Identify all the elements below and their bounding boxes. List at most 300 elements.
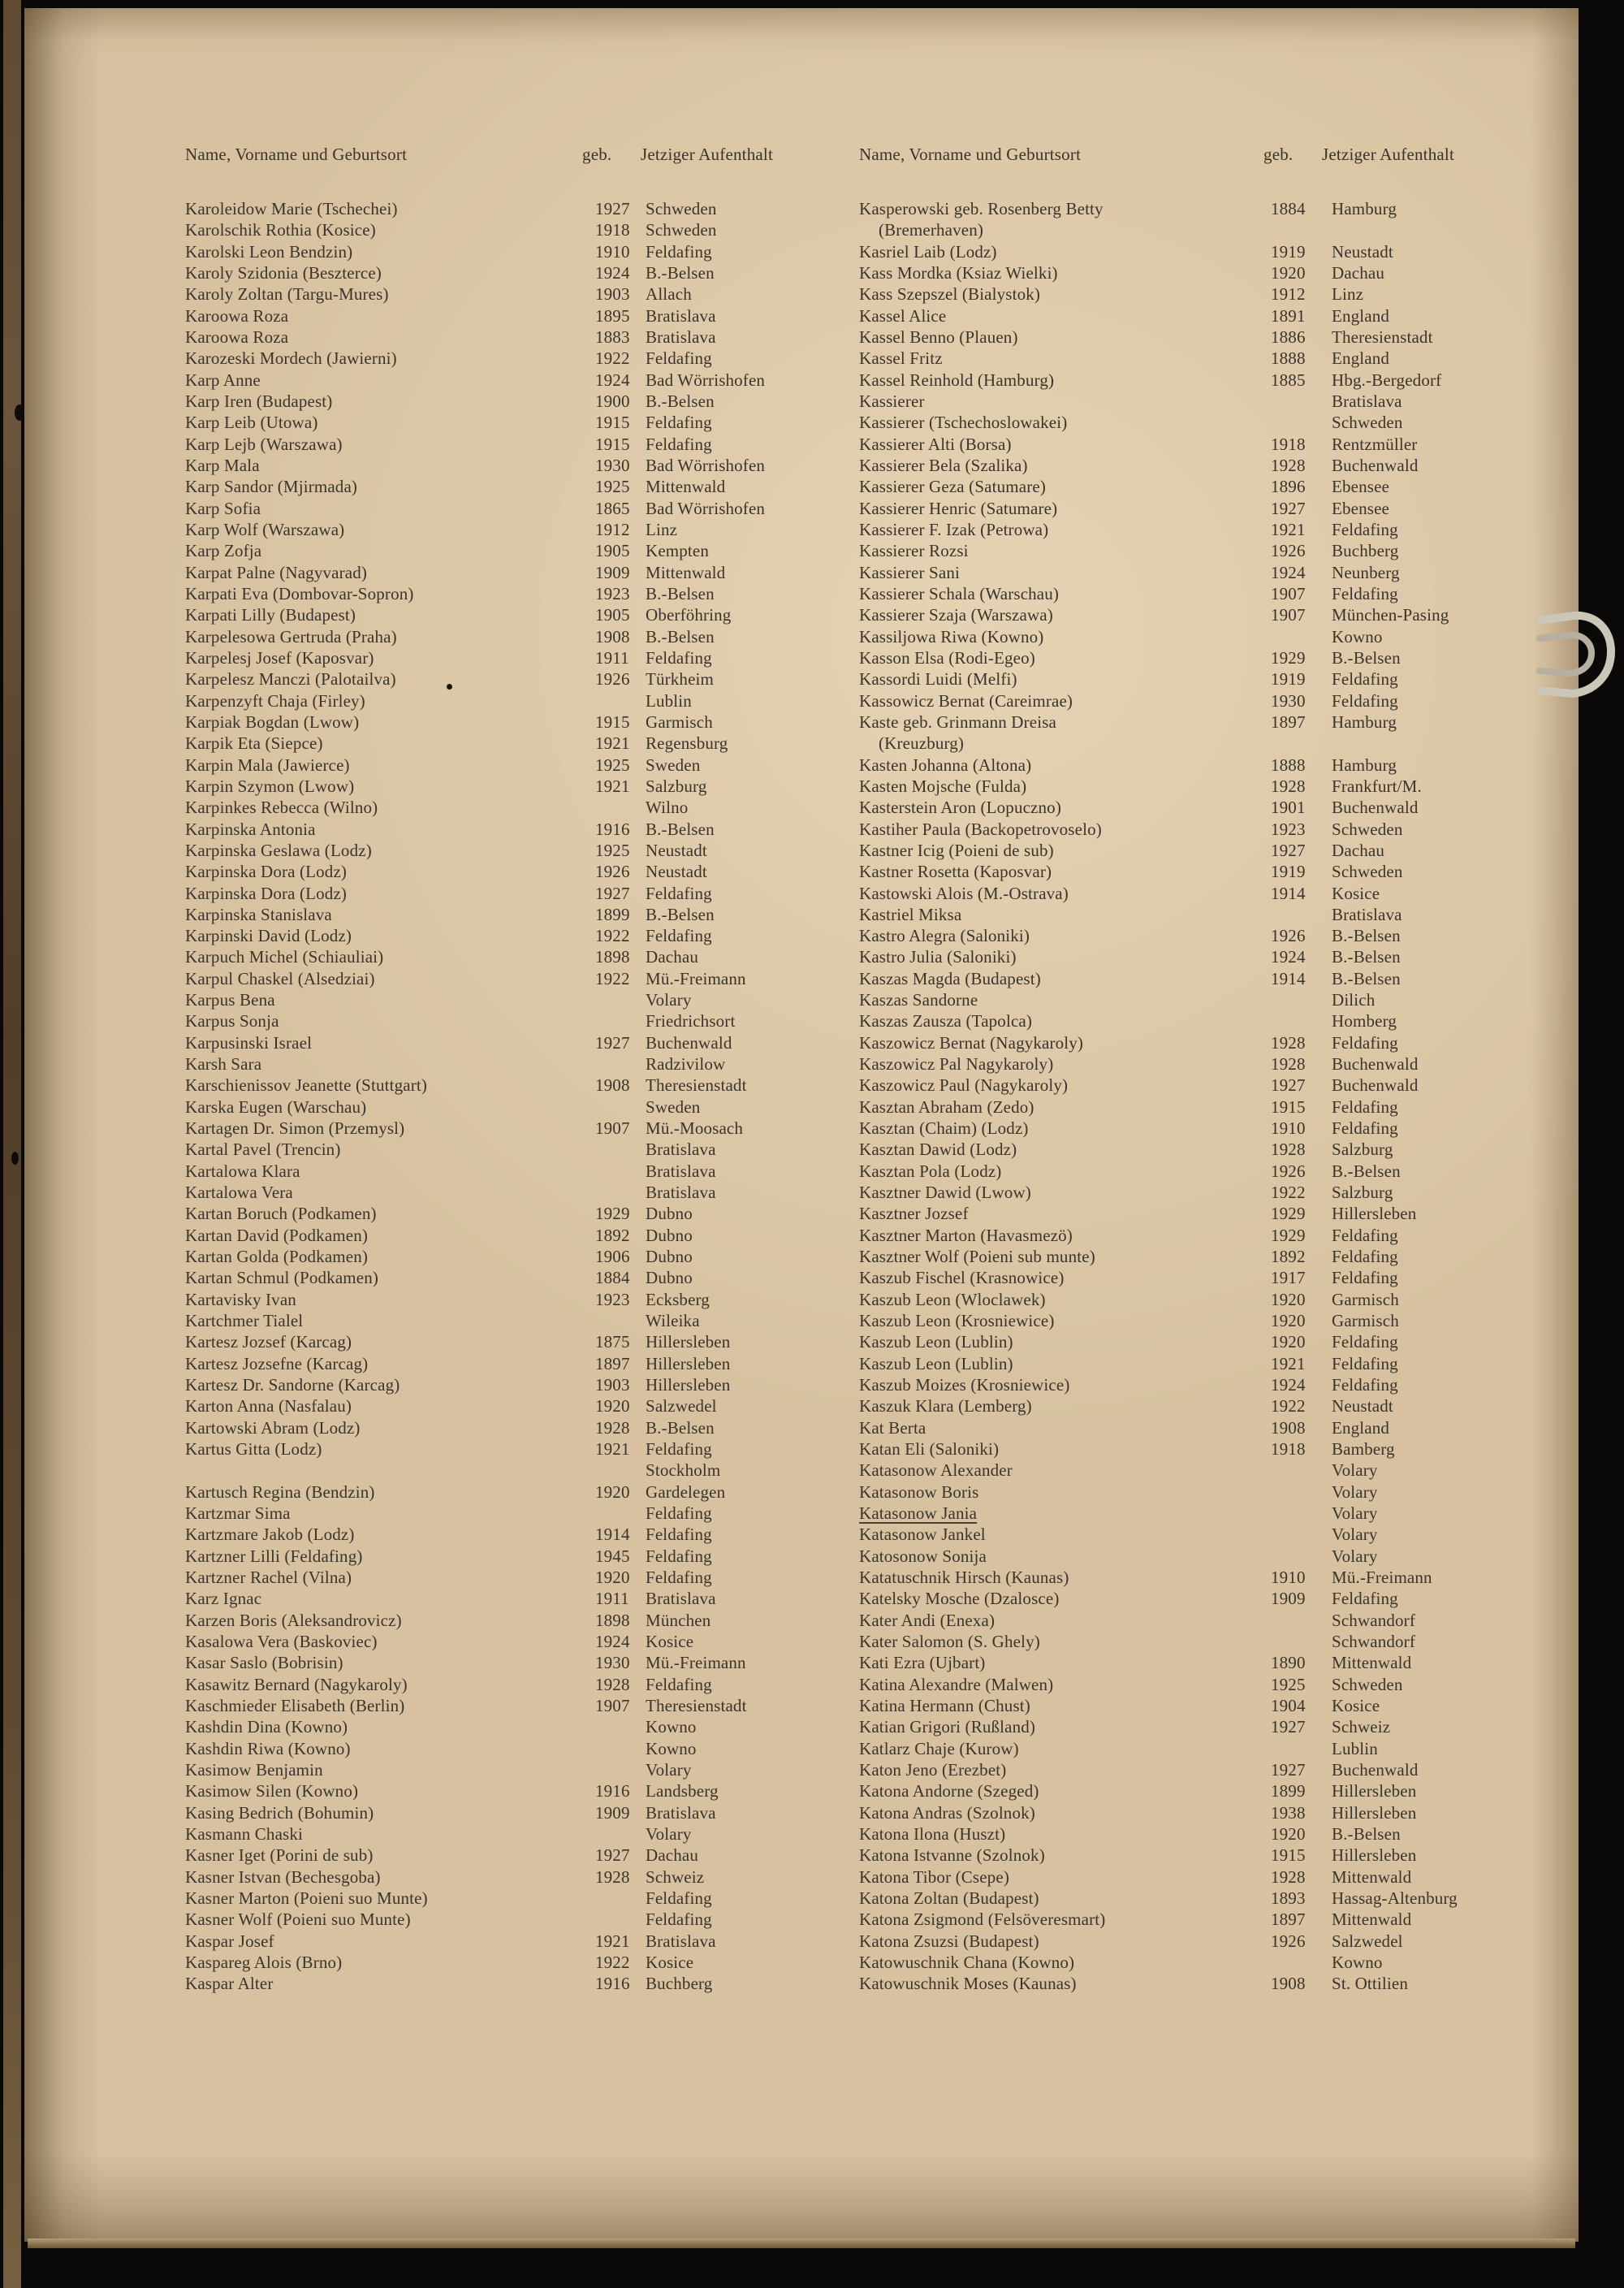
person-name: Kassierer Schala (Warschau) — [859, 583, 1060, 603]
table-row — [185, 583, 809, 604]
birth-year: 1922 — [595, 348, 630, 369]
table-row — [859, 1888, 1545, 1909]
person-name: Kartowski Abram (Lodz) — [185, 1417, 361, 1438]
column-header-residence: Jetziger Aufenthalt — [1322, 145, 1454, 164]
person-name: Kartan Golda (Podkamen) — [185, 1247, 369, 1267]
table-row — [185, 1888, 809, 1909]
table-row — [859, 626, 1545, 647]
table-row — [859, 946, 1545, 967]
residence: Buchenwald — [1332, 455, 1419, 475]
birth-year: 1892 — [595, 1225, 630, 1245]
person-name: Kartusch Regina (Bendzin) — [185, 1481, 375, 1502]
table-row — [185, 647, 809, 668]
residence: Lublin — [646, 690, 692, 711]
person-name: Kartan David (Podkamen) — [185, 1225, 369, 1245]
residence: Dachau — [646, 947, 699, 967]
birth-year: 1917 — [1271, 1268, 1306, 1288]
birth-year: 1891 — [1271, 305, 1306, 326]
person-name: Kastiher Paula (Backopetrovoselo) — [859, 819, 1102, 839]
residence: Schweden — [1332, 1674, 1403, 1694]
residence: Schwandorf — [1332, 1610, 1415, 1630]
person-name: Katona Tibor (Csepe) — [859, 1866, 1009, 1887]
birth-year: 1875 — [595, 1332, 630, 1352]
table-row — [859, 1652, 1545, 1673]
person-name: Katasonow Jania — [859, 1503, 978, 1524]
person-name: Karolschik Rothia (Kosice) — [185, 220, 376, 240]
person-name: Karz Ignac — [185, 1589, 262, 1609]
residence: Salzburg — [646, 776, 707, 796]
birth-year: 1928 — [1271, 455, 1306, 475]
person-name: Kassel Fritz — [859, 348, 943, 369]
table-row — [859, 883, 1545, 904]
table-row — [185, 219, 809, 240]
table-row — [859, 1053, 1545, 1075]
birth-year — [1271, 733, 1332, 754]
table-row — [859, 1032, 1545, 1053]
table-row — [185, 1010, 809, 1032]
birth-year: 1914 — [1271, 883, 1306, 903]
table-row — [185, 668, 809, 690]
column-header-name: Name, Vorname und Geburtsort — [185, 145, 408, 164]
residence: Kosice — [646, 1952, 694, 1972]
residence: B.-Belsen — [1332, 647, 1401, 668]
table-row — [859, 241, 1545, 262]
person-name: Kaszas Magda (Budapest) — [859, 968, 1041, 988]
table-row — [859, 391, 1545, 412]
table-row — [859, 776, 1545, 797]
residence: Theresienstadt — [646, 1075, 747, 1096]
residence: Feldafing — [646, 241, 712, 262]
residence: Homberg — [1332, 1011, 1397, 1032]
person-name: Kasztner Marton (Havasmezö) — [859, 1225, 1073, 1245]
birth-year — [1271, 1010, 1332, 1032]
table-row — [185, 1610, 809, 1631]
residence: Hillersleben — [1332, 1845, 1417, 1866]
residence: Feldafing — [646, 1503, 712, 1524]
birth-year: 1909 — [595, 562, 630, 582]
residence: Kempten — [646, 541, 710, 561]
birth-year — [1271, 1546, 1332, 1567]
table-row — [185, 626, 809, 647]
birth-year — [595, 797, 646, 818]
birth-year: 1928 — [595, 1674, 630, 1694]
residence: B.-Belsen — [1332, 968, 1401, 988]
birth-year — [1271, 1610, 1332, 1631]
birth-year: 1926 — [1271, 1161, 1306, 1181]
birth-year: 1905 — [595, 605, 630, 625]
person-name: Kasztan Abraham (Zedo) — [859, 1096, 1034, 1117]
person-name: Karsh Sara — [185, 1054, 262, 1075]
birth-year: 1928 — [595, 1866, 630, 1887]
person-name: Karp Zofja — [185, 541, 262, 561]
birth-year: 1926 — [1271, 541, 1306, 561]
residence: Hillersleben — [1332, 1802, 1417, 1823]
birth-year — [1271, 626, 1332, 647]
birth-year — [1271, 1460, 1332, 1481]
residence: Bratislava — [646, 1183, 716, 1203]
birth-year: 1924 — [1271, 947, 1306, 967]
residence: München-Pasing — [1332, 605, 1449, 625]
birth-year: 1923 — [595, 1289, 630, 1309]
birth-year: 1903 — [595, 1375, 630, 1395]
table-row — [185, 1395, 809, 1416]
residence: B.-Belsen — [646, 819, 715, 839]
birth-year: 1915 — [595, 413, 630, 433]
person-name: Katona Ilona (Huszt) — [859, 1823, 1006, 1844]
person-name: Katona Zsuzsi (Budapest) — [859, 1931, 1039, 1951]
person-name: Kassierer — [859, 391, 925, 411]
table-row — [185, 519, 809, 540]
person-name: Kaspareg Alois (Brno) — [185, 1952, 343, 1972]
residence: Volary — [646, 1759, 692, 1780]
person-name: Karpuch Michel (Schiauliai) — [185, 947, 384, 967]
person-name: Kaschmieder Elisabeth (Berlin) — [185, 1695, 405, 1715]
residence: Sweden — [646, 1096, 701, 1117]
person-name: Karpus Sonja — [185, 1011, 279, 1032]
person-name: Karp Anne — [185, 370, 261, 390]
birth-year: 1916 — [595, 819, 630, 839]
person-name: Karpati Eva (Dombovar-Sopron) — [185, 583, 414, 603]
birth-year — [1271, 391, 1332, 412]
birth-year: 1908 — [595, 626, 630, 647]
residence: Mittenwald — [646, 477, 726, 497]
table-row — [859, 1909, 1545, 1930]
birth-year: 1920 — [1271, 1289, 1306, 1309]
person-name: (Bremerhaven) — [879, 220, 984, 240]
table-row — [185, 455, 809, 476]
person-name: Katatuschnik Hirsch (Kaunas) — [859, 1568, 1069, 1587]
residence: Neunberg — [1332, 562, 1400, 582]
birth-year: 1927 — [595, 199, 630, 218]
birth-year — [1271, 989, 1332, 1010]
table-row — [859, 1118, 1545, 1139]
birth-year: 1926 — [1271, 1931, 1306, 1951]
residence: Feldafing — [1332, 1332, 1398, 1352]
birth-year: 1920 — [595, 1396, 630, 1416]
residence: Buchenwald — [1332, 798, 1419, 818]
residence: Allach — [646, 284, 692, 305]
name-list-column-left — [185, 198, 809, 1995]
birth-year: 1926 — [1271, 926, 1306, 946]
residence: B.-Belsen — [1332, 1823, 1401, 1844]
birth-year: 1920 — [1271, 1311, 1306, 1331]
residence: Buchenwald — [1332, 1075, 1419, 1096]
person-name: Katian Grigori (Rußland) — [859, 1717, 1036, 1737]
table-row — [185, 198, 809, 219]
residence: Dachau — [1332, 262, 1385, 283]
person-name: Kartzner Rachel (Vilna) — [185, 1568, 352, 1587]
residence: England — [1332, 305, 1390, 326]
person-name: Kasztner Wolf (Poieni sub munte) — [859, 1247, 1095, 1267]
person-name: Karpelesj Josef (Kaposvar) — [185, 647, 374, 668]
residence: Bratislava — [646, 1140, 716, 1160]
book-edge — [3, 0, 21, 2288]
residence: Kowno — [1332, 626, 1383, 647]
table-row — [859, 348, 1545, 369]
residence: Kowno — [1332, 1952, 1383, 1972]
table-row — [185, 755, 809, 776]
birth-year: 1910 — [1271, 1118, 1306, 1139]
table-row — [185, 1032, 809, 1053]
residence: Feldafing — [646, 348, 712, 369]
person-name: Karschienissov Jeanette (Stuttgart) — [185, 1075, 427, 1096]
birth-year: 1915 — [595, 434, 630, 454]
table-row — [859, 198, 1545, 219]
table-row — [185, 1118, 809, 1139]
table-row — [859, 1075, 1545, 1096]
birth-year: 1909 — [595, 1802, 630, 1823]
residence: England — [1332, 348, 1390, 369]
table-row — [185, 1075, 809, 1096]
residence: Feldafing — [1332, 1353, 1398, 1373]
birth-year: 1890 — [1271, 1653, 1306, 1673]
table-row — [185, 1802, 809, 1823]
person-name: Kassierer Szaja (Warszawa) — [859, 605, 1053, 625]
residence: Feldafing — [1332, 1375, 1398, 1395]
table-row — [185, 1780, 809, 1801]
birth-year: 1938 — [1271, 1802, 1306, 1823]
birth-year: 1904 — [1271, 1695, 1306, 1715]
table-row — [185, 1374, 809, 1395]
table-row — [859, 305, 1545, 327]
birth-year: 1914 — [1271, 968, 1306, 988]
residence: Feldafing — [1332, 1032, 1398, 1053]
person-name: Karp Wolf (Warszawa) — [185, 519, 345, 539]
residence: B.-Belsen — [1332, 947, 1401, 967]
residence: Mittenwald — [1332, 1653, 1412, 1673]
birth-year — [1271, 412, 1332, 433]
birth-year: 1920 — [595, 1568, 630, 1587]
table-row — [185, 1161, 809, 1182]
table-row — [185, 1524, 809, 1545]
person-name: Kartan Boruch (Podkamen) — [185, 1204, 377, 1224]
residence: Volary — [1332, 1481, 1378, 1502]
residence: Friedrichsort — [646, 1011, 736, 1032]
residence: Feldafing — [1332, 1225, 1398, 1245]
table-row — [185, 1759, 809, 1780]
table-row — [859, 1438, 1545, 1460]
birth-year: 1922 — [595, 926, 630, 946]
person-name: Kartzmare Jakob (Lodz) — [185, 1525, 355, 1545]
residence: Mü.-Freimann — [646, 968, 746, 988]
person-name: Kartus Gitta (Lodz) — [185, 1439, 322, 1460]
birth-year: 1895 — [595, 305, 630, 326]
person-name: Katlarz Chaje (Kurow) — [859, 1738, 1019, 1758]
person-name: Kasner Marton (Poieni suo Munte) — [185, 1888, 428, 1908]
residence: Bad Wörrishofen — [646, 498, 766, 518]
birth-year — [595, 1010, 646, 1032]
table-row — [185, 562, 809, 583]
person-name: Kasson Elsa (Rodi-Egeo) — [859, 647, 1035, 668]
table-row — [185, 434, 809, 455]
table-row — [185, 989, 809, 1010]
person-name: Kaspar Josef — [185, 1931, 274, 1951]
person-name: Kassierer Sani — [859, 562, 960, 582]
table-row — [859, 219, 1545, 240]
person-name: Katan Eli (Saloniki) — [859, 1439, 1000, 1460]
table-row — [185, 1096, 809, 1118]
birth-year — [1271, 1503, 1332, 1524]
birth-year: 1922 — [1271, 1396, 1306, 1416]
residence: Volary — [1332, 1546, 1378, 1566]
residence: Feldafing — [646, 434, 712, 454]
table-row — [185, 1053, 809, 1075]
table-row — [859, 1610, 1545, 1631]
table-row — [185, 1182, 809, 1203]
table-row — [859, 690, 1545, 711]
person-name: Karpin Szymon (Lwow) — [185, 776, 355, 796]
birth-year: 1919 — [1271, 862, 1306, 882]
person-name: Kasalowa Vera (Baskoviec) — [185, 1631, 378, 1651]
birth-year: 1924 — [595, 1631, 630, 1651]
person-name: Karp Lejb (Warszawa) — [185, 434, 343, 454]
residence: Kowno — [646, 1738, 697, 1758]
birth-year — [1271, 1524, 1332, 1545]
residence: Feldafing — [646, 1888, 712, 1908]
birth-year: 1915 — [1271, 1096, 1306, 1117]
birth-year: 1915 — [1271, 1845, 1306, 1866]
residence: Feldafing — [1332, 1096, 1398, 1117]
birth-year — [1271, 1952, 1332, 1973]
birth-year: 1911 — [595, 1589, 629, 1609]
residence: Bamberg — [1332, 1439, 1395, 1460]
table-row — [859, 1374, 1545, 1395]
residence: Feldafing — [646, 1568, 712, 1587]
table-row — [859, 840, 1545, 861]
birth-year — [595, 1460, 646, 1481]
table-row — [859, 647, 1545, 668]
table-row — [859, 1246, 1545, 1267]
table-row — [185, 1203, 809, 1224]
residence: Schweiz — [1332, 1717, 1391, 1737]
table-row — [859, 755, 1545, 776]
person-name: Kasing Bedrich (Bohumin) — [185, 1802, 374, 1823]
birth-year — [595, 1161, 646, 1182]
person-name: Kater Salomon (S. Ghely) — [859, 1631, 1040, 1651]
table-row — [859, 540, 1545, 561]
person-name: Kater Andi (Enexa) — [859, 1610, 996, 1630]
table-row — [859, 1161, 1545, 1182]
person-name: Kasztner Jozsef — [859, 1204, 969, 1224]
person-name: Kasterstein Aron (Lopuczno) — [859, 798, 1061, 818]
person-name: Kaszas Zausza (Tapolca) — [859, 1011, 1033, 1032]
table-row — [859, 283, 1545, 305]
residence: Lublin — [1332, 1738, 1378, 1758]
table-row — [185, 1952, 809, 1973]
person-name: Kass Mordka (Ksiaz Wielki) — [859, 262, 1058, 283]
residence: Theresienstadt — [1332, 327, 1433, 347]
table-row — [859, 1674, 1545, 1695]
table-row — [859, 1952, 1545, 1973]
birth-year: 1865 — [595, 498, 630, 518]
person-name: Kassel Benno (Plauen) — [859, 327, 1018, 347]
residence: Garmisch — [1332, 1289, 1399, 1309]
table-row — [859, 1417, 1545, 1438]
person-name: Kartan Schmul (Podkamen) — [185, 1268, 379, 1288]
birth-year: 1907 — [1271, 583, 1306, 603]
residence: Volary — [1332, 1503, 1378, 1524]
person-name: Kassierer (Tschechoslowakei) — [859, 413, 1068, 433]
table-row — [859, 1738, 1545, 1759]
table-row — [185, 1567, 809, 1588]
birth-year: 1888 — [1271, 348, 1306, 369]
birth-year — [595, 1909, 646, 1930]
table-row — [859, 604, 1545, 625]
residence: Salzwedel — [1332, 1931, 1403, 1951]
residence: Gardelegen — [646, 1481, 726, 1502]
birth-year: 1915 — [595, 711, 630, 732]
person-name: Kartal Pavel (Trencin) — [185, 1140, 341, 1160]
table-row — [185, 1588, 809, 1609]
person-name: Kartesz Jozsef (Karcag) — [185, 1332, 352, 1352]
residence: Schweden — [1332, 413, 1403, 433]
person-name: Katona Istvanne (Szolnok) — [859, 1845, 1045, 1866]
table-row — [859, 1225, 1545, 1246]
table-row — [859, 1460, 1545, 1481]
person-name: Kastowski Alois (M.-Ostrava) — [859, 883, 1069, 903]
birth-year: 1903 — [595, 284, 630, 305]
person-name: Kasner Iget (Porini de sub) — [185, 1845, 374, 1866]
birth-year — [595, 1139, 646, 1160]
birth-year: 1918 — [1271, 1439, 1306, 1460]
table-row — [185, 327, 809, 348]
person-name: Kasawitz Bernard (Nagykaroly) — [185, 1674, 408, 1694]
table-row — [185, 1674, 809, 1695]
birth-year: 1919 — [1271, 241, 1306, 262]
residence: England — [1332, 1417, 1390, 1438]
birth-year: 1907 — [595, 1118, 630, 1139]
residence: Bad Wörrishofen — [646, 370, 766, 390]
birth-year: 1909 — [1271, 1589, 1306, 1609]
table-row — [859, 1310, 1545, 1331]
table-row — [185, 733, 809, 754]
table-row — [185, 1417, 809, 1438]
birth-year: 1916 — [595, 1781, 630, 1801]
table-row — [185, 1909, 809, 1930]
birth-year: 1925 — [595, 477, 630, 497]
birth-year: 1921 — [595, 1439, 630, 1460]
birth-year: 1921 — [595, 733, 630, 754]
birth-year: 1924 — [595, 262, 630, 283]
birth-year: 1912 — [1271, 284, 1306, 305]
residence: Stockholm — [646, 1460, 721, 1481]
person-name: Karpiak Bogdan (Lwow) — [185, 711, 360, 732]
person-name: Kasner Istvan (Bechesgoba) — [185, 1866, 381, 1887]
residence: Feldafing — [646, 926, 712, 946]
residence: Dubno — [646, 1268, 693, 1288]
table-row — [859, 925, 1545, 946]
residence: Feldafing — [646, 1910, 712, 1930]
person-name: Katina Alexandre (Malwen) — [859, 1674, 1054, 1694]
person-name: Karpenzyft Chaja (Firley) — [185, 690, 365, 711]
table-row — [185, 819, 809, 840]
table-row — [859, 455, 1545, 476]
table-row — [859, 434, 1545, 455]
person-name: Karpusinski Israel — [185, 1032, 313, 1053]
table-row — [859, 1010, 1545, 1032]
residence: Neustadt — [646, 840, 707, 860]
person-name: Kasimow Silen (Kowno) — [185, 1781, 359, 1801]
residence: Feldafing — [1332, 1589, 1398, 1609]
table-row — [185, 391, 809, 412]
residence: Feldafing — [1332, 583, 1398, 603]
table-row — [185, 241, 809, 262]
paperclip-icon — [1536, 603, 1618, 708]
birth-year: 1896 — [1271, 477, 1306, 497]
person-name: Kashdin Riwa (Kowno) — [185, 1738, 351, 1758]
birth-year — [1271, 904, 1332, 925]
birth-year: 1921 — [595, 1931, 630, 1951]
